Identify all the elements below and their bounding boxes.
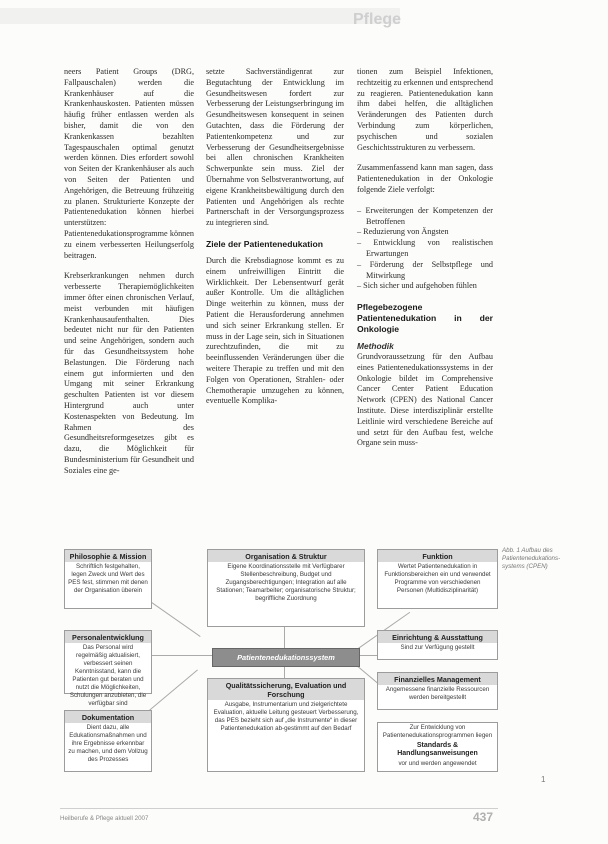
section-title: Pflege: [353, 11, 402, 28]
box-philosophie: [64, 549, 152, 609]
subheading: Methodik: [357, 341, 394, 352]
text-column-2: [206, 67, 344, 417]
box-title: Qualitätssicherung, Evaluation und Forschung: [208, 679, 364, 700]
box-finanz: [377, 672, 498, 710]
box-einrichtung: [377, 630, 498, 660]
box-body: Wertet Patientenedukation in Funktionsbereichen ein und verwendet Programme von verschiedenen Personen (Multidisziplinarität): [384, 563, 491, 594]
box-standards: [377, 722, 498, 772]
list-item: – Sich sicher und aufgehoben fühlen: [357, 281, 493, 292]
footer-source: Heilberufe & Pflege aktuell 2007: [60, 815, 149, 822]
header-bar: [0, 8, 400, 24]
section-heading: Ziele der Patientenedukation: [206, 238, 323, 249]
margin-mark: 1: [541, 775, 546, 784]
figure-caption: Abb. 1 Aufbau des Patientenedukations-systems (CPEN): [502, 547, 561, 570]
box-funktion: [377, 549, 498, 609]
connector-line: [284, 666, 285, 678]
section-heading: Pflegebezogene Patientenedukation in der Onkologie: [357, 302, 493, 335]
paragraph: Krebserkrankungen nehmen durch verbesserte Therapiemöglichkeiten immer öfter einen chronischen Verlauf, meist verbunden mit häufigen Krankenhausaufenthalten. Dies bedeutet nicht nur für den Patienten und seine Angehörigen, sondern auch für das Gesundheitssystem hohe Belastungen. Die Förderung nach einem gut informierten und den Umgang mit seiner Erkrankung geschulten Patienten ist vor diesem Hintergrund auch unter Kostenaspekten von Bedeutung. Im Rahmen des Gesundheitsreformgesetzes gibt es dazu, die Möglichkeit für Bundesministerium für Gesundheit und Soziales eine ge-: [64, 271, 194, 475]
box-organisation: [207, 549, 365, 627]
box-body: Schriftlich festgehalten, legen Zweck und Wert des PES fest, stimmen mit denen der Organisation überein: [68, 563, 148, 594]
box-qualitaet: [207, 678, 365, 772]
box-body-pre: Zur Entwicklung von Patientenedukationsprogrammen liegen: [382, 724, 493, 739]
box-personal: [64, 630, 152, 707]
list-item: – Entwicklung von realistischen Erwartungen: [357, 238, 493, 260]
box-body: Ausgabe, Instrumentarium und zielgerichtete Evaluation, aktuelle Leitung gesteuert Verbesserung, das PES bezieht sich auf „die Instrumente“ in dieser Patientenedukation ab-gestimmt auf den Bedarf: [213, 701, 359, 732]
connector-line: [149, 655, 212, 656]
connector-line: [148, 600, 200, 637]
footer-rule: [60, 808, 498, 809]
text-column-3: [357, 67, 493, 459]
paragraph: tionen zum Beispiel Infektionen, rechtzeitig zu erkennen und entsprechend zu reagieren. Patientenedukation kann ihm dabei helfen, die alltäglichen Veränderungen des Patienten durch Verbindung zum körperlichen, psychischen und sozialen Geschichtsstrukturen zu verbessern.: [357, 67, 493, 152]
box-body: Das Personal wird regelmäßig aktualisiert, verbessert seinen Kenntnisstand, kann die Patienten gut beraten und nutzt die Möglichkeiten, Schulungen anzubieten, die verfügbar sind: [69, 644, 147, 707]
box-body: Angemessene finanzielle Ressourcen werden bereitgestellt: [385, 686, 490, 701]
box-title: Dokumentation: [65, 711, 151, 723]
box-title: Organisation & Struktur: [208, 550, 364, 562]
box-body: Dient dazu, alle Edukationsmaßnahmen und ihre Ergebnisse erkennbar zu machen, und dem Vollzug des Prozesses: [68, 724, 148, 763]
list-item: – Reduzierung von Ängsten: [357, 227, 493, 238]
box-title: Standards & Handlungsanweisungen: [397, 742, 478, 757]
box-title: Einrichtung & Ausstattung: [378, 631, 497, 643]
paragraph: Zusammenfassend kann man sagen, dass Patientenedukation in der Onkologie folgende Ziele verfolgt:: [357, 163, 493, 194]
paragraph: setzte Sachverständigenrat zur Begutachtung der Entwicklung im Gesundheitswesen fordert zur Verbesserung der Leistungserbringung im Gesundheitswesen konsequent in seinen Gutachten, dass die Förderung der Patientenkompetenz und zur Verbesserung der Gesundheitsergebnisse bei allen chronischen Krankheiten Schwerpunkte sein muss. Ziel der Übernahme von Selbstverantwortung, auf eigene Krankheitsbewältigung durch den Patienten und Angehörigen als rechte Partnerschaft in der Versorgungsprozess zu integrieren sind.: [206, 67, 344, 228]
box-body: Sind zur Verfügung gestellt: [400, 644, 475, 651]
list-item: – Förderung der Selbstpflege und Mitwirkung: [357, 260, 493, 282]
goals-list: [357, 206, 493, 292]
box-title: Finanzielles Management: [378, 673, 497, 685]
connector-line: [149, 670, 198, 711]
box-title: Personalentwicklung: [65, 631, 151, 643]
center-node: Patientenedukationssystem: [212, 648, 360, 667]
paragraph: Grundvoraussetzung für den Aufbau eines Patientenedukationssystems in der Onkologie bildet im Comprehensive Cancer Center Patient Education Network (CPEN) des National Cancer Institute. Diese interdisziplinär erstellte Leitlinie wird verschiedene Bereiche auf und setzt für den Aufbau fest, welche Organe sein muss-: [357, 351, 493, 448]
paragraph: Durch die Krebsdiagnose kommt es zu einem unfreiwilligen Eintritt die Wirklichkeit. Der Lebensentwurf gerät außer Kontrolle. Um die alltäglichen Dinge weiterhin zu können, muss der Patient die Herausforderung annehmen und sich seiner Erkrankung stellen. Er muss in der Lage sein, sich in Situationen zurechtzufinden, die mit zu beeinflussenden Veränderungen über die weitere Therapie zu treffen und mit den Folgen von Operationen, Strahlen- oder Chemotherapie umzugehen zu können, eventuelle Komplika-: [206, 255, 344, 406]
paragraph: neers Patient Groups (DRG, Fallpauschalen) werden die Krankenhäuser auf die Krankenhauskosten. Patienten müssen häufig früher entlassen werden als bisher, damit die von den Krankenkassen bezahlten Tagespauschalen optimal genutzt werden können. Dies erfordert sowohl von Seiten der Krankenhäuser als auch von Seiten der Patienten und Angehörigen, die Betreuung frühzeitig zu planen. Strukturierte Konzepte der Patientenedukation können hierbei unterstützen: Patientenedukationsprogramme können zu einem verbesserten Heilungserfolg beitragen.: [64, 67, 194, 260]
box-body: Eigene Koordinationsstelle mit Verfügbarer Stellenbeschreibung, Budget und Zugangsberechtigungen; Integration auf alle Stationen; Teamarbeiter; organisatorische Struktur; begriffliche Zuordnung: [216, 563, 356, 602]
box-title: Philosophie & Mission: [65, 550, 151, 562]
list-item: – Erweiterungen der Kompetenzen der Betroffenen: [357, 206, 493, 228]
box-dokumentation: [64, 710, 152, 772]
box-body-post: vor und werden angewendet: [398, 760, 477, 767]
page-number: 437: [473, 810, 494, 824]
text-column-1: [64, 67, 194, 486]
connector-line: [284, 625, 285, 648]
box-title: Funktion: [378, 550, 497, 562]
